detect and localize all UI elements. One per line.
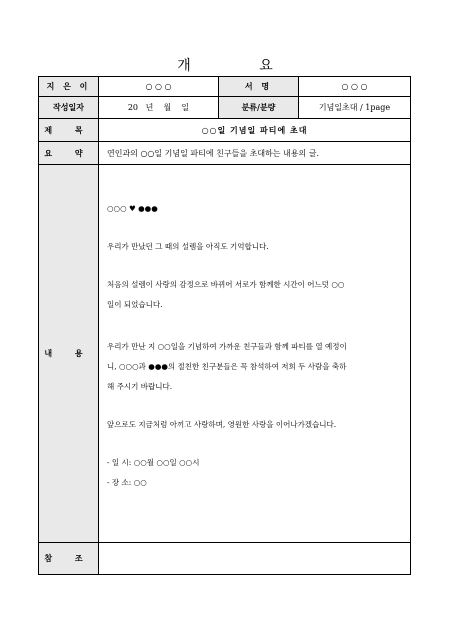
content-para-3-line-2: 니, ○○○과 ●●●의 절친한 친구분들은 꼭 참석하여 저희 두 사람을 축하 — [107, 362, 347, 371]
row-author — [39, 77, 411, 97]
signature-label: 서 명 — [219, 77, 299, 97]
page-title: 개 요 — [177, 58, 305, 74]
outline-form-table — [38, 76, 411, 575]
content-para-2-line-1: 처음의 설렘이 사랑의 감정으로 바뀌어 서로가 함께한 시간이 어느덧 ○○ — [107, 280, 345, 289]
signature-value[interactable]: ○ ○ ○ — [299, 77, 411, 97]
content-para-3-line-1: 우리가 만난 지 ○○일을 기념하여 가까운 친구들과 함께 파티를 열 예정이 — [107, 342, 347, 351]
content-para-4: 앞으로도 지금처럼 아끼고 사랑하며, 영원한 사랑을 이어나가겠습니다. — [107, 420, 337, 429]
author-label: 지 은 이 — [39, 77, 99, 97]
content-when: - 일 시: ○○월 ○○일 ○○시 — [107, 458, 200, 467]
row-content — [39, 165, 411, 543]
subject-label: 제 목 — [39, 119, 99, 142]
date-label: 작성일자 — [39, 97, 99, 119]
reference-value[interactable] — [99, 543, 411, 575]
content-para-1: 우리가 만났던 그 때의 설렘을 아직도 기억합니다. — [107, 242, 269, 251]
author-value[interactable]: ○ ○ ○ — [99, 77, 219, 97]
row-reference — [39, 543, 411, 575]
content-greeting: ○○○ ♥ ●●● — [107, 204, 158, 213]
category-label: 분류/분량 — [219, 97, 299, 119]
row-summary — [39, 142, 411, 165]
content-para-2-line-2: 일이 되었습니다. — [107, 300, 163, 309]
subject-value[interactable]: ○○일 기념일 파티에 초대 — [99, 119, 411, 142]
summary-value[interactable]: 연인과의 ○○일 기념일 파티에 친구들을 초대하는 내용의 글. — [99, 142, 411, 165]
date-value[interactable]: 20 년 월 일 — [99, 97, 219, 119]
row-subject — [39, 119, 411, 142]
summary-label: 요 약 — [39, 142, 99, 165]
row-date — [39, 97, 411, 119]
content-para-3-line-3: 해 주시기 바랍니다. — [107, 382, 173, 391]
content-label: 내 용 — [39, 165, 99, 543]
content-body[interactable] — [99, 165, 411, 543]
category-value[interactable]: 기념일초대 / 1page — [299, 97, 411, 119]
content-where: - 장 소: ○○ — [107, 478, 147, 487]
reference-label: 참 조 — [39, 543, 99, 575]
